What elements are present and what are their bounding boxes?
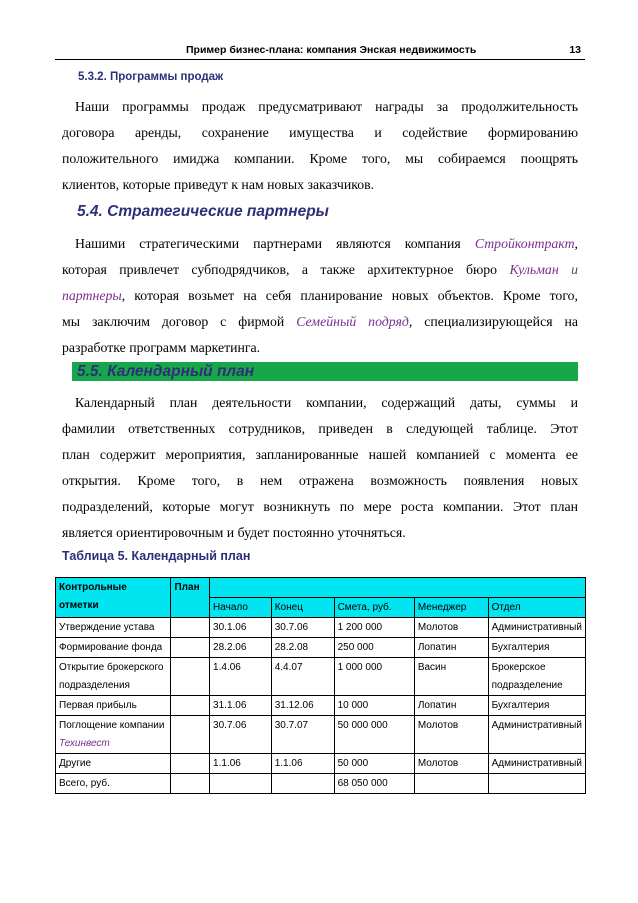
- cell-dept: Административный: [488, 618, 585, 638]
- cell-budget: 250 000: [334, 638, 414, 658]
- table-row: [56, 716, 586, 754]
- table-row: [56, 754, 586, 774]
- cell-start: 1.4.06: [210, 658, 272, 696]
- cell-total-label: Всего, руб.: [56, 774, 171, 794]
- company-name: Техинвест: [59, 738, 110, 749]
- text-line: открытия. Кроме того, в нем отражена возможность появления новых: [62, 473, 578, 488]
- paragraph-sales-programs: [62, 94, 578, 198]
- cell-total-value: 68 050 000: [334, 774, 414, 794]
- cell-start: 30.1.06: [210, 618, 272, 638]
- text-line: договора аренды, сохранение имущества и содействие формированию: [62, 125, 578, 140]
- text-line: Нашими стратегическими партнерами являются компания Стройконтракт,: [75, 236, 578, 251]
- header-cell: Начало: [210, 598, 272, 618]
- page-header: [55, 43, 585, 60]
- cell-end: 31.12.06: [271, 696, 334, 716]
- text-line: план содержит мероприятия, запланированные нашей компанией с момента ее: [62, 447, 578, 462]
- header-cell: Менеджер: [414, 598, 488, 618]
- text-line: Наши программы продаж предусматривают награды за продолжительность: [75, 99, 578, 114]
- paragraph-calendar: [62, 390, 578, 546]
- cell-dept: Административный: [488, 716, 585, 754]
- cell-end: 1.1.06: [271, 754, 334, 774]
- cell-end: 4.4.07: [271, 658, 334, 696]
- section-title-calendar: 5.5. Календарный план: [77, 363, 255, 380]
- text-line: Календарный план деятельности компании, содержащий даты, суммы и: [75, 395, 578, 410]
- cell-empty: [488, 774, 585, 794]
- cell-end: 30.7.06: [271, 618, 334, 638]
- cell-milestone: Первая прибыль: [56, 696, 171, 716]
- cell-manager: Молотов: [414, 754, 488, 774]
- cell-start: 31.1.06: [210, 696, 272, 716]
- header-cell: Конец: [271, 598, 334, 618]
- cell-start: 28.2.06: [210, 638, 272, 658]
- text-line: разработке программ маркетинга.: [62, 340, 261, 355]
- page-number: 13: [569, 44, 581, 56]
- cell-budget: 50 000: [334, 754, 414, 774]
- section-title-bar-calendar: [72, 362, 578, 381]
- cell-manager: Лопатин: [414, 638, 488, 658]
- cell-milestone: Открытие брокерского подразделения: [56, 658, 171, 696]
- text-line: партнеры, которая возьмет на себя планирование новых объектов. Кроме того,: [62, 288, 578, 303]
- cell-plan: [171, 716, 210, 754]
- table-row: [56, 696, 586, 716]
- cell-empty: [414, 774, 488, 794]
- cell-plan: [171, 618, 210, 638]
- partner-name: Семейный подряд: [296, 314, 409, 329]
- cell-dept: Брокерское подразделение: [488, 658, 585, 696]
- cell-end: 30.7.07: [271, 716, 334, 754]
- section-title-partners: 5.4. Стратегические партнеры: [77, 203, 329, 220]
- cell-plan: [171, 658, 210, 696]
- cell-plan: [171, 754, 210, 774]
- cell-plan: [171, 774, 210, 794]
- paragraph-partners: [62, 231, 578, 361]
- cell-budget: 50 000 000: [334, 716, 414, 754]
- header-cell: Отдел: [488, 598, 585, 618]
- text-line: мы заключим договор с фирмой Семейный подряд, специализирующейся на: [62, 314, 578, 329]
- cell-manager: Молотов: [414, 618, 488, 638]
- text-line: подразделений, которые могут возникнуть по мере роста компании. Этот план: [62, 499, 578, 514]
- text-line: фамилии ответственных сотрудников, приведен в следующей таблице. Этот: [62, 421, 578, 436]
- table-row: [56, 658, 586, 696]
- cell-end: 28.2.08: [271, 638, 334, 658]
- partner-name: Стройконтракт: [474, 236, 575, 251]
- table-header-row: [56, 578, 586, 598]
- header-cell-blank: [210, 578, 586, 598]
- subsection-title-sales-programs: 5.3.2. Программы продаж: [78, 71, 224, 83]
- partner-name: Кульман и: [509, 262, 578, 277]
- cell-plan: [171, 696, 210, 716]
- cell-dept: Административный: [488, 754, 585, 774]
- cell-dept: Бухгалтерия: [488, 696, 585, 716]
- text-line: клиентов, которые приведут к нам новых заказчиков.: [62, 177, 375, 192]
- text-line: является ориентировочным и будет постоянно уточняться.: [62, 525, 406, 540]
- cell-milestone: Утверждение устава: [56, 618, 171, 638]
- cell-plan: [171, 638, 210, 658]
- cell-manager: Васин: [414, 658, 488, 696]
- cell-milestone: Поглощение компании Техинвест: [56, 716, 171, 754]
- cell-dept: Бухгалтерия: [488, 638, 585, 658]
- cell-budget: 1 200 000: [334, 618, 414, 638]
- header-title: Пример бизнес-плана: компания Энская недвижимость: [186, 44, 477, 56]
- header-cell-milestones: Контрольные отметки: [56, 578, 171, 618]
- cell-milestone: Другие: [56, 754, 171, 774]
- text-line: которая привлечет субподрядчиков, а также архитектурное бюро Кульман и: [62, 262, 578, 277]
- calendar-table: [55, 577, 586, 794]
- cell-milestone: Формирование фонда: [56, 638, 171, 658]
- cell-empty: [271, 774, 334, 794]
- table-row: [56, 618, 586, 638]
- partner-name: партнеры: [62, 288, 122, 303]
- table-row: [56, 638, 586, 658]
- cell-budget: 10 000: [334, 696, 414, 716]
- header-cell-plan: План: [171, 578, 210, 618]
- cell-start: 1.1.06: [210, 754, 272, 774]
- header-cell: Смета, руб.: [334, 598, 414, 618]
- cell-start: 30.7.06: [210, 716, 272, 754]
- cell-manager: Лопатин: [414, 696, 488, 716]
- text-line: положительного имиджа компании. Кроме того, мы собираемся поощрять: [62, 151, 578, 166]
- table-total-row: [56, 774, 586, 794]
- cell-empty: [210, 774, 272, 794]
- cell-budget: 1 000 000: [334, 658, 414, 696]
- cell-manager: Молотов: [414, 716, 488, 754]
- table-caption: Таблица 5. Календарный план: [62, 549, 251, 563]
